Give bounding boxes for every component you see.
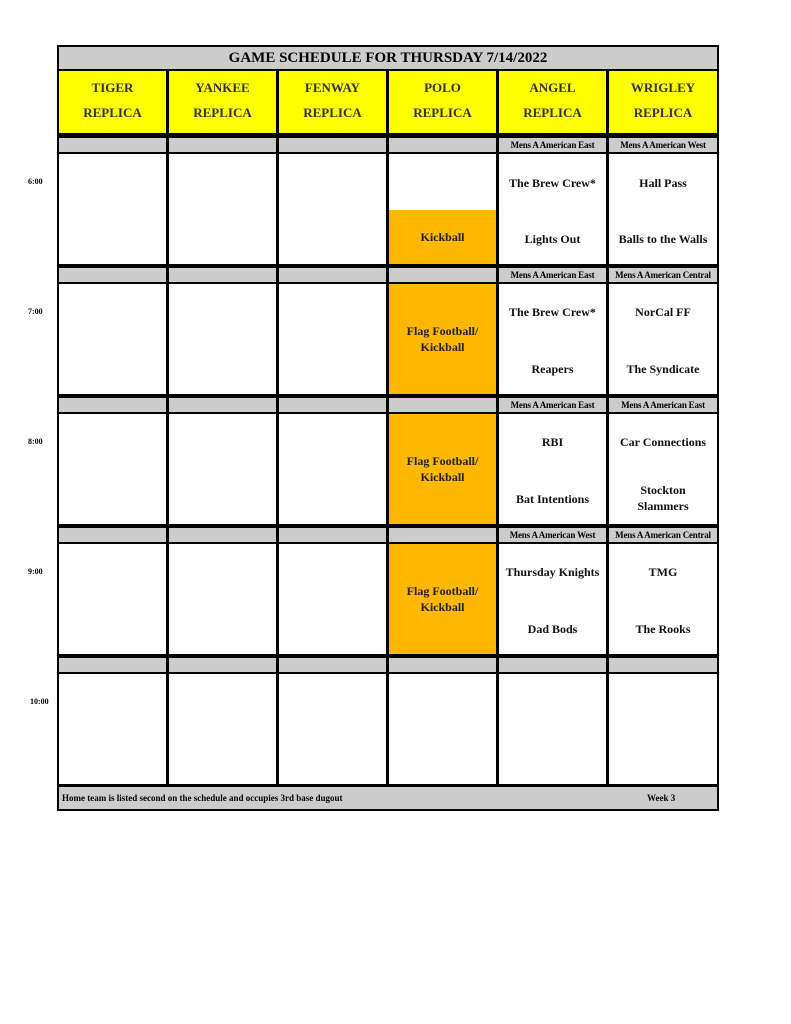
gap-cell <box>279 398 386 412</box>
away-team: RBI <box>541 435 564 449</box>
empty-slot <box>609 674 717 784</box>
field-name: YANKEE <box>195 80 250 95</box>
division-label: Mens A American Central <box>609 528 717 542</box>
field-header-angel <box>499 71 606 133</box>
empty-slot <box>169 674 276 784</box>
division-label: Mens A American East <box>609 398 717 412</box>
away-team: The Brew Crew* <box>509 305 596 319</box>
empty-slot <box>59 414 166 524</box>
field-type: REPLICA <box>523 105 582 120</box>
gap-cell <box>59 268 166 282</box>
division-label: Mens A American Central <box>609 268 717 282</box>
field-header-polo <box>389 71 496 133</box>
gap-cell <box>59 138 166 152</box>
division-label: Mens A American West <box>609 138 717 152</box>
polo-event: Flag Football/ Kickball <box>389 544 496 654</box>
empty-slot <box>169 544 276 654</box>
gap-cell <box>279 268 386 282</box>
gap-cell <box>279 658 386 672</box>
gap-cell <box>169 658 276 672</box>
field-type: REPLICA <box>193 105 252 120</box>
division-label: Mens A American East <box>499 398 606 412</box>
time-label: 9:00 <box>28 567 43 576</box>
wrigley-game <box>609 284 717 394</box>
field-name: WRIGLEY <box>630 80 696 95</box>
division-label: Mens A American East <box>499 268 606 282</box>
time-label: 6:00 <box>28 177 43 186</box>
empty-slot <box>389 154 496 210</box>
gap-cell <box>609 658 717 672</box>
field-name: POLO <box>424 80 461 95</box>
field-name: FENWAY <box>304 80 361 95</box>
field-type: REPLICA <box>633 105 693 120</box>
empty-slot <box>59 154 166 264</box>
angel-game <box>499 154 606 264</box>
polo-event: Flag Football/ Kickball <box>389 414 496 524</box>
home-team: The Rooks <box>635 622 691 636</box>
polo-event: Flag Football/ Kickball <box>389 284 496 394</box>
field-header-yankee <box>169 71 276 133</box>
empty-slot <box>279 414 386 524</box>
division-label: Mens A American East <box>499 138 606 152</box>
away-team: Hall Pass <box>639 176 687 190</box>
empty-slot <box>59 544 166 654</box>
time-label: 8:00 <box>28 437 43 446</box>
home-team: Lights Out <box>524 232 581 246</box>
empty-slot <box>59 674 166 784</box>
time-label: 10:00 <box>30 697 49 706</box>
gap-cell <box>279 528 386 542</box>
empty-slot <box>389 674 496 784</box>
gap-cell <box>499 658 606 672</box>
field-type: REPLICA <box>83 105 142 120</box>
time-label: 7:00 <box>28 307 43 316</box>
gap-cell <box>389 138 496 152</box>
home-team: The Syndicate <box>626 362 700 376</box>
away-team: TMG <box>648 565 678 579</box>
gap-cell <box>59 528 166 542</box>
away-team: The Brew Crew* <box>509 176 596 190</box>
home-team: Stockton Slammers <box>637 483 689 513</box>
gap-cell <box>389 268 496 282</box>
gap-cell <box>59 658 166 672</box>
schedule-title: GAME SCHEDULE FOR THURSDAY 7/14/2022 <box>59 47 717 69</box>
gap-cell <box>279 138 386 152</box>
gap-cell <box>169 268 276 282</box>
home-team-note: Home team is listed second on the schedule and occupies 3rd base dugout <box>62 793 343 803</box>
home-team: Reapers <box>531 362 574 376</box>
gap-cell <box>59 398 166 412</box>
wrigley-game <box>609 154 717 264</box>
angel-game <box>499 284 606 394</box>
home-team: Balls to the Walls <box>618 232 708 246</box>
gap-cell <box>389 528 496 542</box>
empty-slot <box>169 284 276 394</box>
field-header-tiger <box>59 71 166 133</box>
home-team: Dad Bods <box>527 622 578 636</box>
angel-game <box>499 414 606 524</box>
empty-slot <box>169 154 276 264</box>
division-label: Mens A American West <box>499 528 606 542</box>
away-team: Car Connections <box>619 435 707 449</box>
field-name: ANGEL <box>529 80 576 95</box>
week-label: Week 3 <box>647 793 676 803</box>
empty-slot <box>279 154 386 264</box>
wrigley-game <box>609 544 717 654</box>
polo-event: Kickball <box>389 210 496 264</box>
footer-bar <box>59 787 717 809</box>
away-team: Thursday Knights <box>505 565 600 579</box>
empty-slot <box>279 284 386 394</box>
field-type: REPLICA <box>303 105 362 120</box>
field-name: TIGER <box>91 80 134 95</box>
gap-cell <box>169 138 276 152</box>
empty-slot <box>279 544 386 654</box>
empty-slot <box>59 284 166 394</box>
gap-cell <box>169 398 276 412</box>
gap-cell <box>389 398 496 412</box>
wrigley-game <box>609 414 717 524</box>
empty-slot <box>169 414 276 524</box>
away-team: NorCal FF <box>635 305 691 319</box>
home-team: Bat Intentions <box>515 492 589 506</box>
gap-cell <box>389 658 496 672</box>
empty-slot <box>499 674 606 784</box>
gap-cell <box>169 528 276 542</box>
empty-slot <box>279 674 386 784</box>
field-header-wrigley <box>609 71 717 133</box>
angel-game <box>499 544 606 654</box>
field-type: REPLICA <box>413 105 472 120</box>
field-header-fenway <box>279 71 386 133</box>
